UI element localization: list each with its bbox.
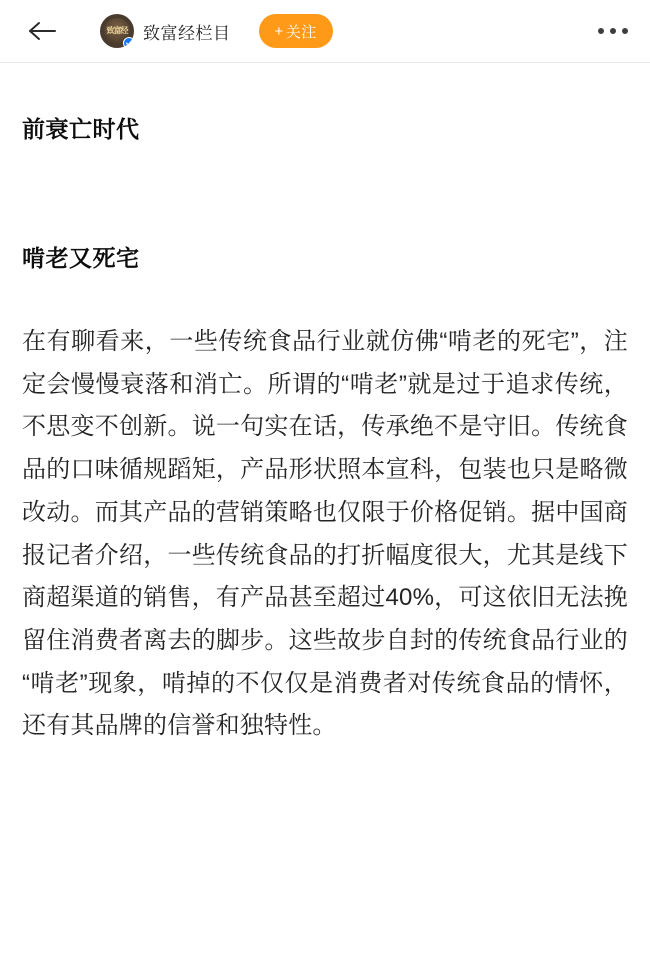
account-name: 致富经栏目: [143, 23, 231, 43]
arrow-left-icon: [27, 19, 57, 43]
more-horizontal-icon: [622, 28, 628, 34]
article-content: [0, 111, 650, 748]
account-header[interactable]: [100, 14, 231, 48]
avatar-image: 致富经: [104, 18, 130, 44]
more-horizontal-icon: [610, 28, 616, 34]
article-paragraph: 在有聊看来，一些传统食品行业就仿佛“啃老的死宅”，注定会慢慢衰落和消亡。所谓的“啃老”就是过于追求传统，不思变不创新。说一句实在话，传承绝不是守旧。传统食品的口味循规蹈矩，产品形状照本宣科，包装也只是略微改动。而其产品的营销策略也仅限于价格促销。据中国商报记者介绍，一些传统食品的打折幅度很大，尤其是线下商超渠道的销售，有产品甚至超过40%，可这依旧无法挽留住消费者离去的脚步。这些故步自封的传统食品行业的“啃老”现象，啃掉的不仅仅是消费者对传统食品的情怀，还有其品牌的信誉和独特性。: [22, 328, 628, 740]
header-divider: [0, 62, 650, 63]
avatar[interactable]: [100, 14, 134, 48]
plus-icon: +: [274, 22, 284, 40]
follow-button-label: 关注: [285, 23, 317, 41]
back-button[interactable]: [20, 9, 64, 53]
follow-button[interactable]: [259, 14, 333, 48]
verified-check-icon: [123, 37, 134, 48]
more-options-button[interactable]: [588, 20, 630, 42]
top-navigation-bar: [0, 0, 650, 62]
section-heading: 啃老又死宅: [22, 245, 140, 271]
more-horizontal-icon: [598, 28, 604, 34]
page-title: 前衰亡时代: [22, 116, 140, 142]
